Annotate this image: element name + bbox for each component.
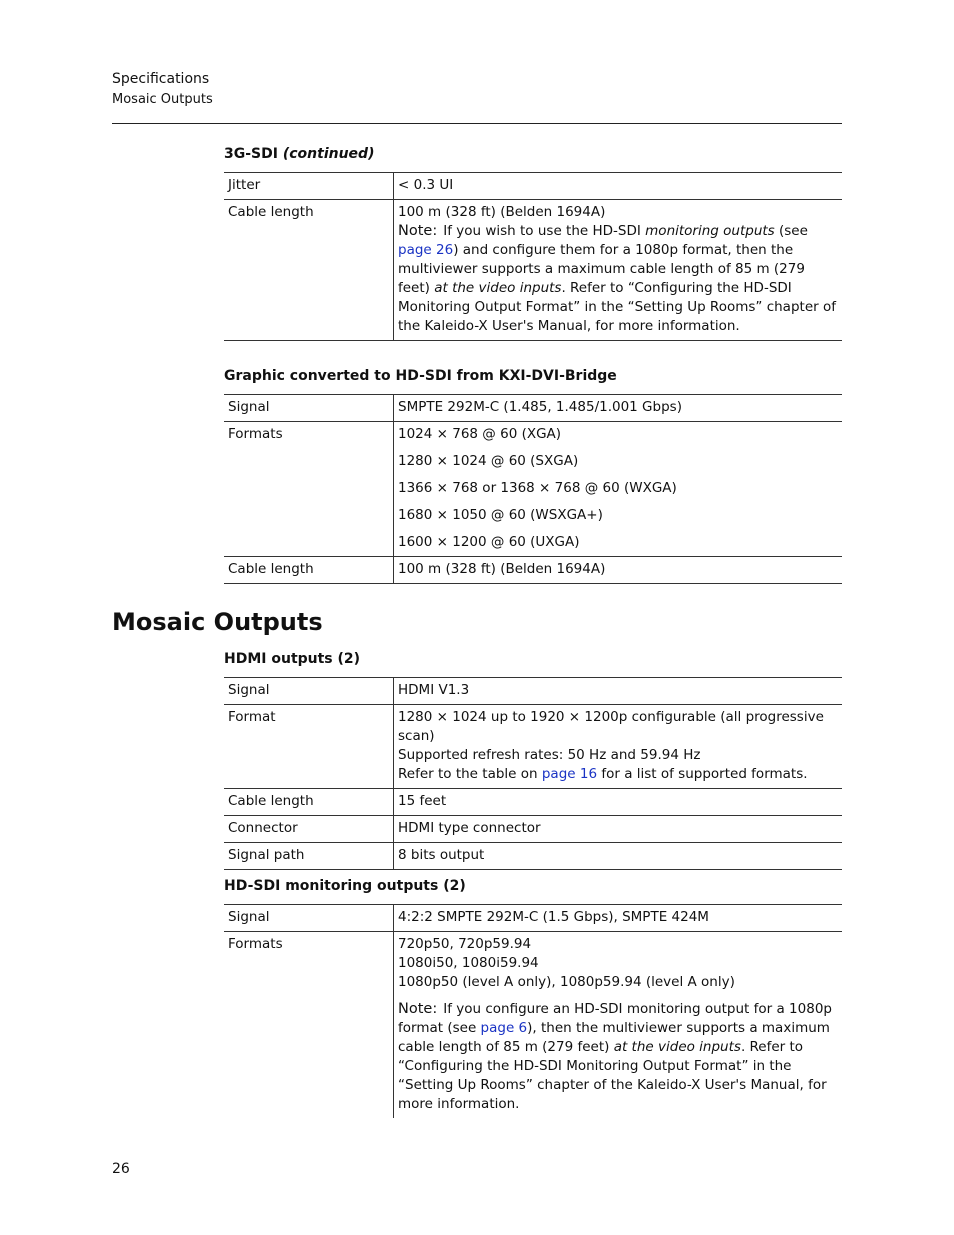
sdi-continued-title xyxy=(224,144,842,164)
graphic-title: Graphic converted to HD-SDI from KXI-DVI-Bridge xyxy=(224,368,617,384)
page-link[interactable]: page 6 xyxy=(480,1020,528,1036)
format-item: 1080i50, 1080i59.94 xyxy=(398,955,539,971)
format-value xyxy=(394,705,843,789)
table-row xyxy=(224,843,842,870)
row-value: 100 m (328 ft) (Belden 1694A) xyxy=(394,557,843,584)
row-value: SMPTE 292M-C (1.485, 1.485/1.001 Gbps) xyxy=(394,395,843,422)
row-key: Formats xyxy=(224,422,394,557)
note-text: . Refer to “Configuring the HD-SDI Monitoring Output Format” in the “Setting Up Rooms” chapter of the Kaleido-X User's Manual, for more information. xyxy=(398,1039,827,1112)
format-item: 1600 × 1200 @ 60 (UXGA) xyxy=(398,534,580,550)
page-link[interactable]: page 16 xyxy=(541,766,598,782)
row-key: Signal xyxy=(224,395,394,422)
hdsdi-section xyxy=(224,876,842,1118)
note-text: . Refer to “Configuring the HD-SDI Monitoring Output Format” in the “Setting Up Rooms” chapter of the Kaleido-X User's Manual, for more information. xyxy=(398,280,836,334)
cable-length-value: 100 m (328 ft) (Belden 1694A) xyxy=(398,204,606,220)
note-italic: at the video inputs xyxy=(613,1039,741,1055)
table-row xyxy=(224,557,842,584)
row-value: HDMI type connector xyxy=(394,816,843,843)
format-item: 1680 × 1050 @ 60 (WSXGA+) xyxy=(398,507,603,523)
table-row xyxy=(224,422,842,557)
title-continued: (continued) xyxy=(282,146,375,162)
table-row xyxy=(224,789,842,816)
row-key: Signal path xyxy=(224,843,394,870)
note-label: Note: xyxy=(398,1001,438,1017)
sdi-continued-table xyxy=(224,172,842,341)
graphic-section xyxy=(224,366,842,584)
format-line xyxy=(398,765,838,784)
page-link[interactable]: page 26 xyxy=(398,242,454,258)
note-text: If you configure an HD-SDI monitoring output for a 1080p format (see xyxy=(398,1001,832,1036)
format-item: 1024 × 768 @ 60 (XGA) xyxy=(398,426,562,442)
header-rule xyxy=(112,123,842,124)
note-text: ) and configure them for a 1080p format, then the multiviewer supports a maximum cable length of 85 m (279 feet) xyxy=(398,242,805,296)
table-row xyxy=(224,932,842,1119)
row-key: Signal xyxy=(224,905,394,932)
note xyxy=(398,222,838,336)
hdmi-title: HDMI outputs (2) xyxy=(224,651,361,667)
page-heading: Mosaic Outputs xyxy=(112,608,323,636)
format-item: 1080p50 (level A only), 1080p59.94 (level A only) xyxy=(398,974,735,990)
table-row xyxy=(224,705,842,789)
note-label: Note: xyxy=(398,223,438,239)
note-italic: at the video inputs xyxy=(434,280,562,296)
hdmi-table xyxy=(224,677,842,870)
row-key: Cable length xyxy=(224,200,394,341)
running-header xyxy=(112,70,213,109)
row-key: Connector xyxy=(224,816,394,843)
row-value: 8 bits output xyxy=(394,843,843,870)
hdmi-section xyxy=(224,649,842,870)
row-key: Jitter xyxy=(224,173,394,200)
header-section: Specifications xyxy=(112,71,210,87)
table-row xyxy=(224,678,842,705)
format-item: 1280 × 1024 @ 60 (SXGA) xyxy=(398,453,579,469)
note-italic: monitoring outputs xyxy=(645,223,775,239)
row-key: Format xyxy=(224,705,394,789)
formats-list xyxy=(394,422,843,557)
format-text: Refer to the table on xyxy=(398,766,542,782)
row-key: Signal xyxy=(224,678,394,705)
note-text: ), then the multiviewer supports a maximum cable length of 85 m (279 feet) xyxy=(398,1020,830,1055)
header-subsection: Mosaic Outputs xyxy=(112,92,213,107)
formats-value xyxy=(394,932,843,1119)
format-item: 720p50, 720p59.94 xyxy=(398,936,532,952)
table-row xyxy=(224,173,842,200)
table-row xyxy=(224,395,842,422)
note xyxy=(398,1000,838,1114)
format-line: 1280 × 1024 up to 1920 × 1200p configurable (all progressive scan) xyxy=(398,709,824,744)
note-text: (see xyxy=(774,223,808,239)
table-row xyxy=(224,200,842,341)
note-text: If you wish to use the HD-SDI xyxy=(443,223,646,239)
row-value-cell xyxy=(394,200,843,341)
row-value: 4:2:2 SMPTE 292M-C (1.5 Gbps), SMPTE 424M xyxy=(394,905,843,932)
graphic-table xyxy=(224,394,842,584)
row-value: HDMI V1.3 xyxy=(394,678,843,705)
page-number: 26 xyxy=(112,1161,130,1177)
table-row xyxy=(224,905,842,932)
row-key: Cable length xyxy=(224,789,394,816)
format-text: for a list of supported formats. xyxy=(597,766,808,782)
hdsdi-table xyxy=(224,904,842,1118)
format-item: 1366 × 768 or 1368 × 768 @ 60 (WXGA) xyxy=(398,480,677,496)
sdi-continued-section xyxy=(224,144,842,341)
row-key: Formats xyxy=(224,932,394,1119)
format-line: Supported refresh rates: 50 Hz and 59.94 Hz xyxy=(398,747,701,763)
row-value: 15 feet xyxy=(394,789,843,816)
table-row xyxy=(224,816,842,843)
hdsdi-title: HD-SDI monitoring outputs (2) xyxy=(224,878,466,894)
row-value: < 0.3 UI xyxy=(394,173,843,200)
row-key: Cable length xyxy=(224,557,394,584)
title-main: 3G-SDI xyxy=(224,146,278,162)
